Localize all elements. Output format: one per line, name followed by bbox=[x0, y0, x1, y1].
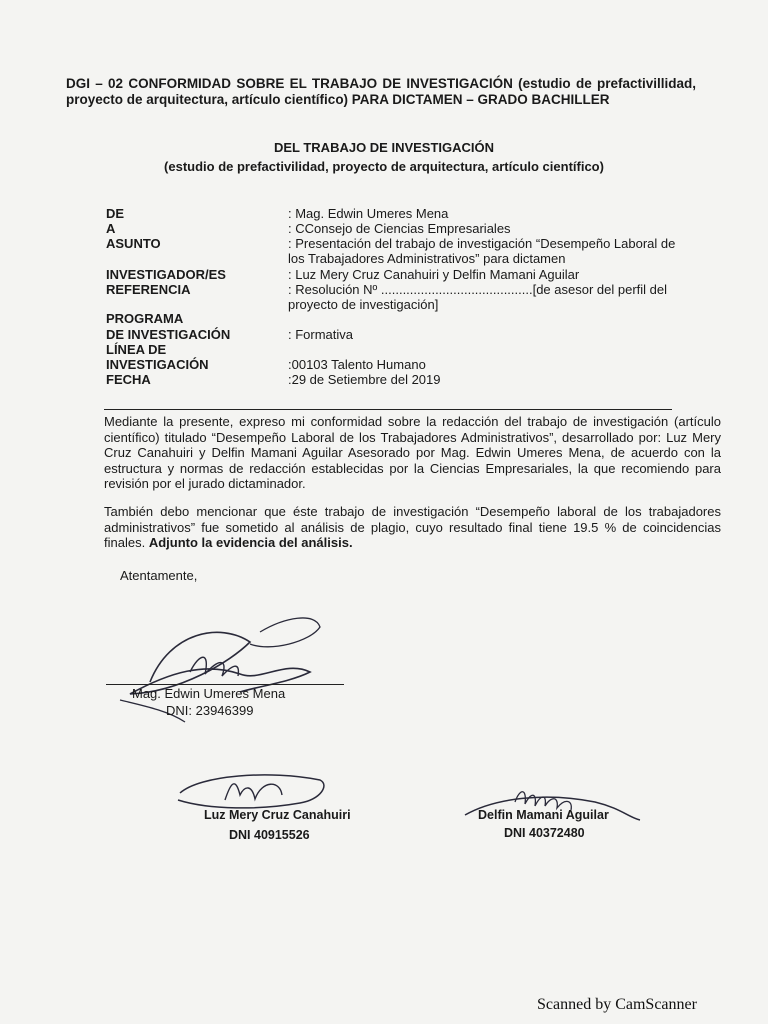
scanner-watermark: Scanned by CamScanner bbox=[537, 996, 697, 1013]
label-de: DE bbox=[106, 206, 125, 221]
label-linea-2: INVESTIGACIÓN bbox=[106, 357, 209, 372]
value-investigador: : Luz Mery Cruz Canahuiri y Delfin Mamani Aguilar bbox=[288, 267, 580, 282]
label-referencia: REFERENCIA bbox=[106, 282, 191, 297]
label-fecha: FECHA bbox=[106, 372, 151, 387]
value-referencia-line1: : Resolución Nº ..........................................[de asesor del perfil del bbox=[288, 282, 668, 297]
value-referencia bbox=[288, 282, 718, 312]
advisor-name: Mag. Edwin Umeres Mena bbox=[132, 686, 286, 701]
value-asunto-line2: los Trabajadores Administrativos” para dictamen bbox=[288, 251, 566, 266]
researcher-2-name: Delfin Mamani Aguilar bbox=[478, 808, 609, 822]
value-asunto-line1: : Presentación del trabajo de investigación “Desempeño Laboral de bbox=[288, 236, 676, 251]
section-subheading: (estudio de prefactivilidad, proyecto de arquitectura, artículo científico) bbox=[164, 159, 604, 174]
value-programa: : Formativa bbox=[288, 327, 354, 342]
value-fecha: :29 de Setiembre del 2019 bbox=[288, 372, 441, 387]
value-de: : Mag. Edwin Umeres Mena bbox=[288, 206, 449, 221]
body-paragraph-1: Mediante la presente, expreso mi conformidad sobre la redacción del trabajo de investigación (artículo científico) titulado “Desempeño Laboral de los Trabajadores Administrativos”, desarrollado por: Luz Mery Cruz Canahuiri y Delfin Mamani Aguilar Asesorado por Mag. Edwin Umeres Mena, de acuerdo con la estructura y normas de redacción establecidas por la Ciencias Empresariales, la que recomiendo para revisión por el jurado dictaminador. bbox=[104, 414, 721, 491]
document-title: DGI – 02 CONFORMIDAD SOBRE EL TRABAJO DE INVESTIGACIÓN (estudio de prefactivillidad, proyecto de arquitectura, artículo científico) PARA DICTAMEN – GRADO BACHILLER bbox=[66, 76, 696, 107]
value-linea: :00103 Talento Humano bbox=[288, 357, 426, 372]
value-a: : CConsejo de Ciencias Empresariales bbox=[288, 221, 511, 236]
researcher-2-dni: DNI 40372480 bbox=[504, 826, 585, 840]
closing-text: Atentamente, bbox=[120, 568, 198, 583]
section-heading: DEL TRABAJO DE INVESTIGACIÓN bbox=[273, 140, 495, 155]
signature-researcher-2-graphic bbox=[455, 780, 655, 830]
label-linea: LÍNEA DE bbox=[106, 342, 167, 357]
value-referencia-line2: proyecto de investigación] bbox=[288, 297, 439, 312]
label-asunto: ASUNTO bbox=[106, 236, 161, 251]
body-paragraph-2-bold: Adjunto la evidencia del análisis. bbox=[148, 535, 353, 550]
label-programa: PROGRAMA bbox=[106, 311, 184, 326]
researcher-1-name: Luz Mery Cruz Canahuiri bbox=[204, 808, 351, 822]
body-paragraph-2 bbox=[104, 504, 721, 551]
label-a: A bbox=[106, 221, 116, 236]
signature-line-advisor bbox=[106, 684, 344, 685]
researcher-1-dni: DNI 40915526 bbox=[229, 828, 310, 842]
label-investigador: INVESTIGADOR/ES bbox=[106, 267, 226, 282]
value-asunto bbox=[288, 236, 718, 266]
advisor-dni: DNI: 23946399 bbox=[166, 703, 254, 718]
divider-line bbox=[104, 409, 672, 410]
label-programa-2: DE INVESTIGACIÓN bbox=[106, 327, 231, 342]
body-paragraph-2-text: También debo mencionar que éste trabajo de investigación “Desempeño laboral de los trabajadores administrativos” fue sometido al análisis de plagio, cuyo resultado final tiene 19.5 % de coincidencias finales. bbox=[104, 504, 721, 550]
